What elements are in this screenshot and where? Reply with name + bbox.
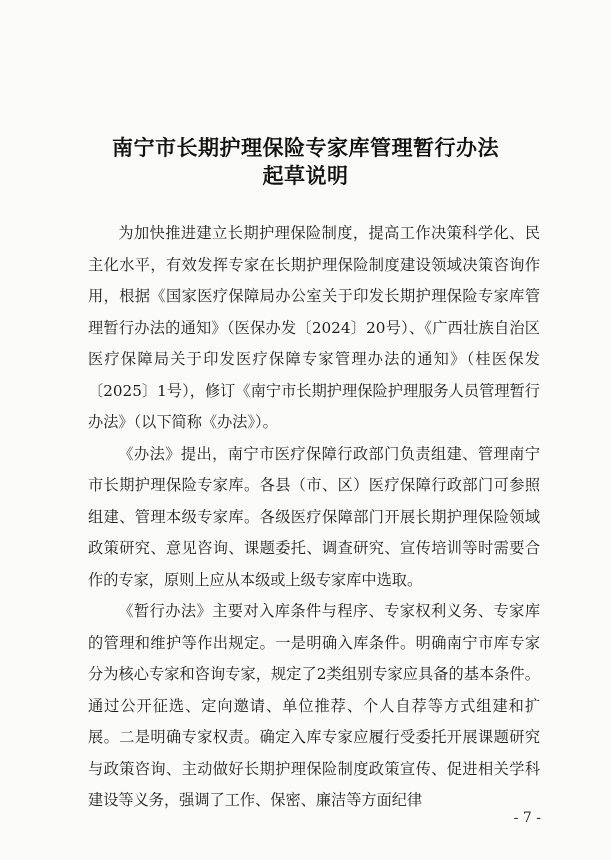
document-subtitle: 起草说明 bbox=[262, 163, 349, 188]
paragraph-1: 为加快推进建立长期护理保险制度，提高工作决策科学化、民主化水平，有效发挥专家在长期护理保险制度建设领域决策咨询作用，根据《国家医疗保障局办公室关于印发长期护理保险专家库管理暂行办法的通知》（医保办发〔2024〕20号）、《广西壮族自治区医疗保障局关于印发医疗保障专家管理办法的通知》（桂医保发〔2025〕1号），修订《南宁市长期护理保险护理服务人员管理暂行办法》（以下简称《办法》）。 bbox=[88, 224, 540, 431]
paragraph-2: 《办法》提出，南宁市医疗保障行政部门负责组建、管理南宁市长期护理保险专家库。各县（市、区）医疗保障行政部门可参照组建、管理本级专家库。各级医疗保障部门开展长期护理保险领域政策研究、意见咨询、课题委托、调查研究、宣传培训等时需要合作的专家，原则上应从本级或上级专家库中选取。 bbox=[88, 444, 540, 589]
document-title: 南宁市长期护理保险专家库管理暂行办法 bbox=[112, 135, 499, 160]
page-number: - 7 - bbox=[513, 810, 541, 826]
paragraph-3: 《暂行办法》主要对入库条件与程序、专家权利义务、专家库的管理和维护等作出规定。一是明确入库条件。明确南宁市库专家分为核心专家和咨询专家，规定了2类组别专家应具备的基本条件。通过公开征选、定向邀请、单位推荐、个人自荐等方式组建和扩展。二是明确专家权责。确定入库专家应履行受委托开展课题研究与政策咨询、主动做好长期护理保险制度政策宣传、促进相关学科建设等义务，强调了工作、保密、廉洁等方面纪律 bbox=[88, 602, 540, 809]
document-body bbox=[88, 218, 540, 817]
